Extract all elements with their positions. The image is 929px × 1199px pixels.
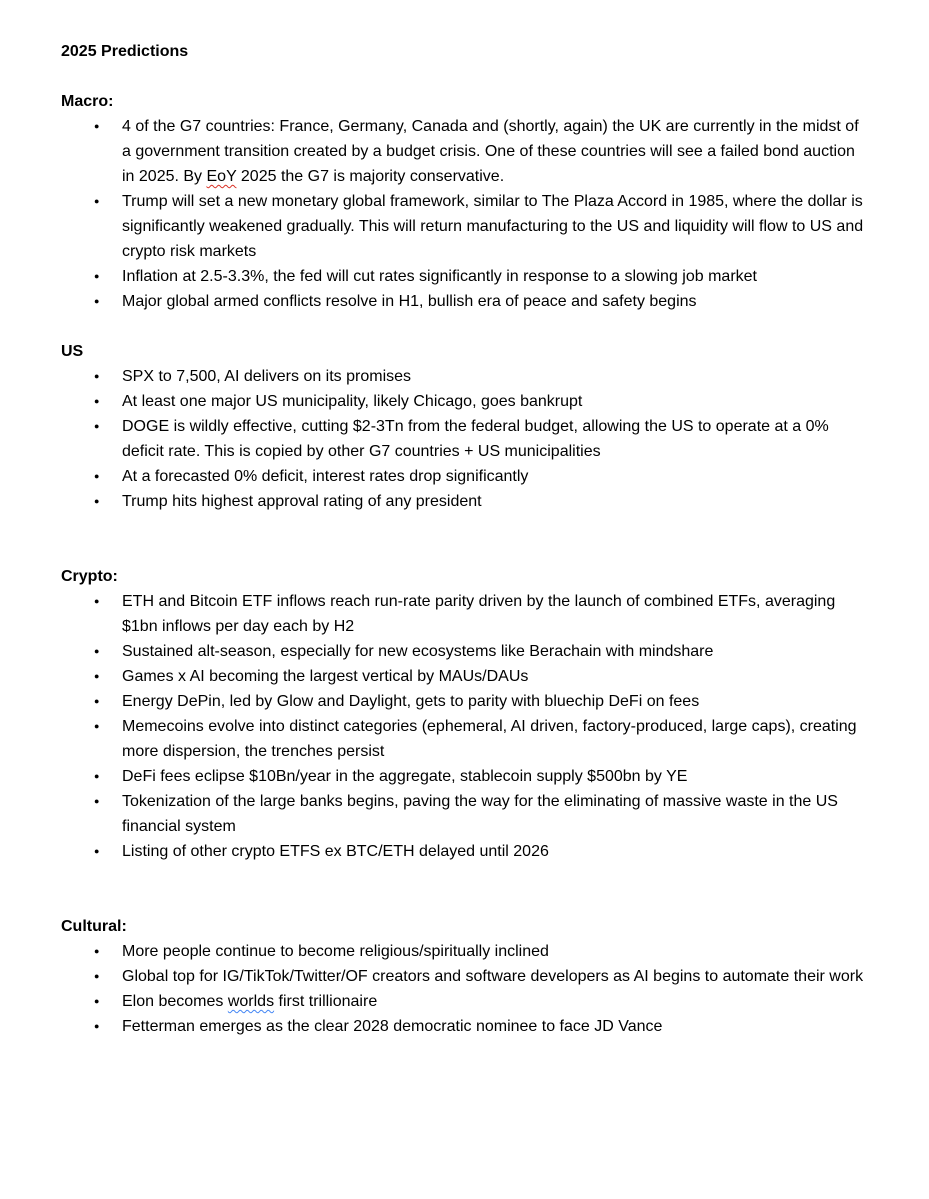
bullet-text: More people continue to become religious/spiritually inclined [122, 943, 549, 960]
bullet-text: Games x AI becoming the largest vertical by MAUs/DAUs [122, 668, 529, 685]
section-heading-macro: Macro: [61, 93, 114, 110]
bullet-list-macro [61, 114, 868, 314]
bullet-text: SPX to 7,500, AI delivers on its promises [122, 368, 412, 385]
bullet-item [61, 1014, 868, 1039]
bullet-item [61, 839, 868, 864]
bullet-item [61, 789, 868, 839]
bullet-item [61, 289, 868, 314]
bullet-list-cultural [61, 939, 868, 1039]
bullet-item [61, 664, 868, 689]
bullet-item [61, 639, 868, 664]
bullet-item [61, 364, 868, 389]
text-segment: first trillionaire [274, 993, 378, 1010]
section-cultural [61, 914, 868, 1039]
text-segment: Elon becomes [122, 993, 228, 1010]
bullet-text: Energy DePin, led by Glow and Daylight, gets to parity with bluechip DeFi on fees [122, 693, 700, 710]
bullet-text: Inflation at 2.5-3.3%, the fed will cut rates significantly in response to a slowing job market [122, 268, 757, 285]
bullet-item [61, 189, 868, 264]
bullet-text: ETH and Bitcoin ETF inflows reach run-rate parity driven by the launch of combined ETFs, averaging $1bn inflows per day each by H2 [122, 593, 836, 635]
text-segment: 2025 the G7 is majority conservative. [236, 168, 505, 185]
section-heading-crypto: Crypto: [61, 568, 118, 585]
bullet-item [61, 264, 868, 289]
bullet-item [61, 939, 868, 964]
bullet-text: DeFi fees eclipse $10Bn/year in the aggregate, stablecoin supply $500bn by YE [122, 768, 688, 785]
bullet-item [61, 464, 868, 489]
bullet-text: Sustained alt-season, especially for new ecosystems like Berachain with mindshare [122, 643, 714, 660]
bullet-item [61, 589, 868, 639]
grammar-flagged-word: worlds [227, 993, 275, 1010]
bullet-item [61, 414, 868, 464]
bullet-text: Trump will set a new monetary global framework, similar to The Plaza Accord in 1985, where the dollar is significantly weakened gradually. This will return manufacturing to the US and liquidity will flow to US and crypto risk markets [122, 193, 864, 260]
bullet-item [61, 989, 868, 1014]
text-segment: 4 of the G7 countries: France, Germany, Canada and (shortly, again) the UK are currently in the midst of a government transition created by a budget crisis. One of these countries will see a failed bond auction in 2025. By [122, 118, 859, 185]
bullet-text: Memecoins evolve into distinct categories (ephemeral, AI driven, factory-produced, large caps), creating more dispersion, the trenches persist [122, 718, 857, 760]
bullet-text: DOGE is wildly effective, cutting $2-3Tn from the federal budget, allowing the US to operate at a 0% deficit rate. This is copied by other G7 countries + US municipalities [122, 418, 829, 460]
bullet-text: Fetterman emerges as the clear 2028 democratic nominee to face JD Vance [122, 1018, 663, 1035]
bullet-list-us [61, 364, 868, 514]
document-title: 2025 Predictions [61, 43, 189, 60]
bullet-text: Major global armed conflicts resolve in H1, bullish era of peace and safety begins [122, 293, 697, 310]
bullet-item [61, 764, 868, 789]
section-us [61, 339, 868, 514]
bullet-item [61, 689, 868, 714]
bullet-item [61, 714, 868, 764]
section-crypto [61, 564, 868, 864]
bullet-text: Global top for IG/TikTok/Twitter/OF creators and software developers as AI begins to automate their work [122, 968, 864, 985]
bullet-text: Tokenization of the large banks begins, paving the way for the eliminating of massive waste in the US financial system [122, 793, 838, 835]
bullet-item [61, 389, 868, 414]
bullet-item [61, 114, 868, 189]
bullet-text: At least one major US municipality, likely Chicago, goes bankrupt [122, 393, 583, 410]
bullet-text: At a forecasted 0% deficit, interest rates drop significantly [122, 468, 529, 485]
bullet-text [122, 993, 377, 1010]
section-macro [61, 89, 868, 314]
misspelled-word: EoY [206, 168, 237, 185]
section-heading-us: US [61, 343, 84, 360]
bullet-text: Listing of other crypto ETFS ex BTC/ETH delayed until 2026 [122, 843, 549, 860]
bullet-text: Trump hits highest approval rating of any president [122, 493, 482, 510]
bullet-item [61, 964, 868, 989]
section-heading-cultural: Cultural: [61, 918, 127, 935]
bullet-text [122, 118, 859, 185]
bullet-list-crypto [61, 589, 868, 864]
bullet-item [61, 489, 868, 514]
